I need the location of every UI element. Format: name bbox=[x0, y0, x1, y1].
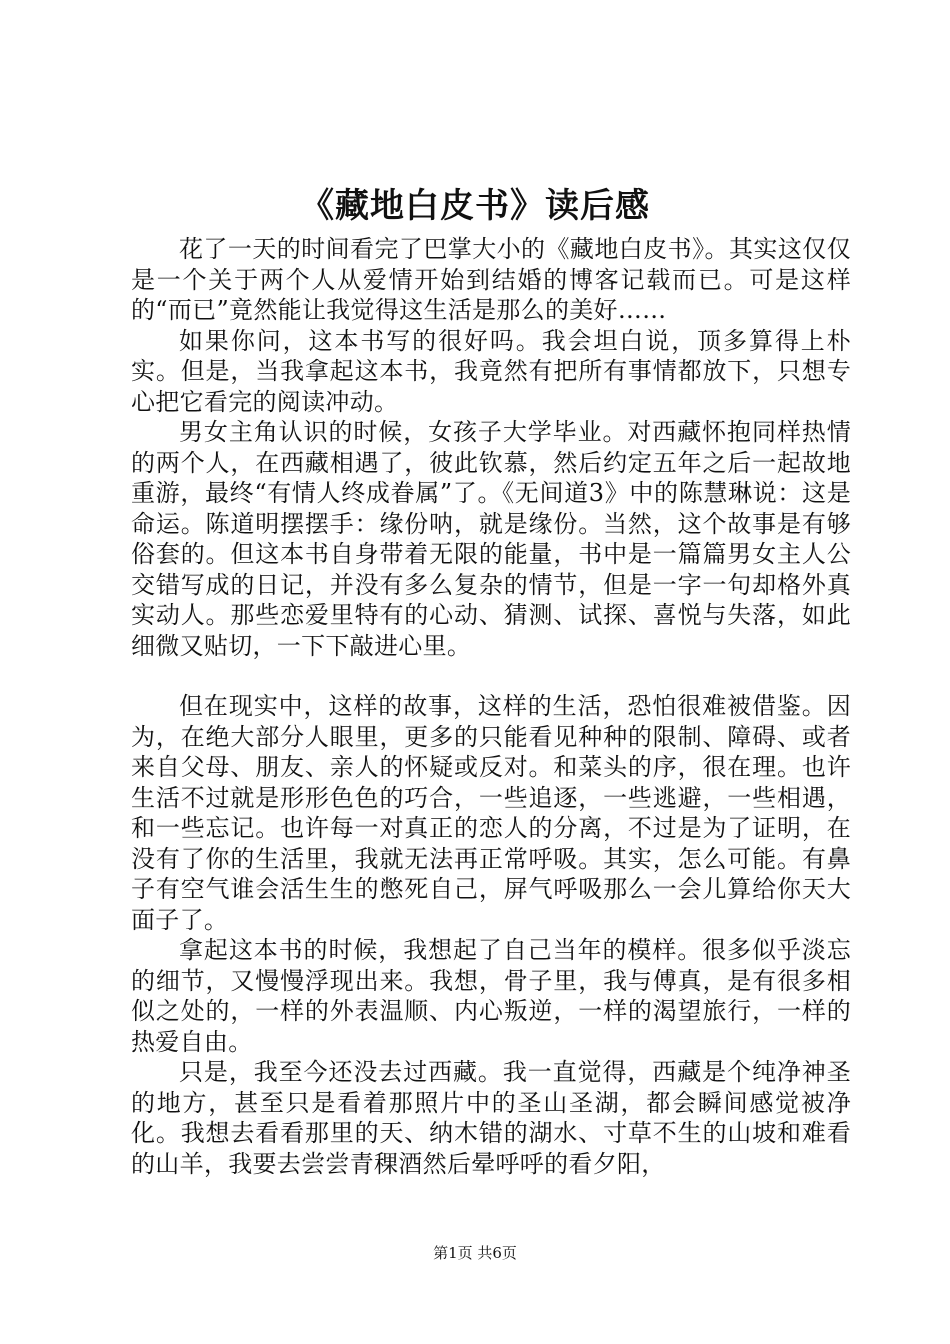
paragraph-4: 但在现实中，这样的故事，这样的生活，恐怕很难被借鉴。因为，在绝大部分人眼里，更多的只能看见种种的限制、障碍、或者来自父母、朋友、亲人的怀疑或反对。和菜头的序，很在理。也许生活不过就是形形色色的巧合，一些追逐，一些逃避，一些相遇，和一些忘记。也许每一对真正的恋人的分离，不过是为了证明，在没有了你的生活里，我就无法再正常呼吸。其实，怎么可能。有鼻子有空气谁会活生生的憋死自己，屏气呼吸那么一会儿算给你天大面子了。 bbox=[131, 692, 851, 934]
paragraph-1: 花了一天的时间看完了巴掌大小的《藏地白皮书》。其实这仅仅是一个关于两个人从爱情开始到结婚的博客记载而已。可是这样的“而已”竟然能让我觉得这生活是那么的美好…… bbox=[131, 235, 851, 324]
paragraph-3: 男女主角认识的时候，女孩子大学毕业。对西藏怀抱同样热情的两个人，在西藏相遇了，彼此钦慕，然后约定五年之后一起故地重游，最终“有情人终成眷属”了。《无间道3》中的陈慧琳说：这是命运。陈道明摆摆手：缘份呐，就是缘份。当然，这个故事是有够俗套的。但这本书自身带着无限的能量，书中是一篇篇男女主人公交错写成的日记，并没有多么复杂的情节，但是一字一句却格外真实动人。那些恋爱里特有的心动、猜测、试探、喜悦与失落，如此细微又贴切，一下下敲进心里。 bbox=[131, 418, 851, 660]
page-number-footer: 第1页 共6页 bbox=[433, 1244, 517, 1262]
document-body bbox=[131, 234, 851, 1179]
paragraph-2: 如果你问，这本书写的很好吗。我会坦白说，顶多算得上朴实。但是，当我拿起这本书，我竟然有把所有事情都放下，只想专心把它看完的阅读冲动。 bbox=[131, 326, 851, 416]
paragraph-5: 拿起这本书的时候，我想起了自己当年的模样。很多似乎淡忘的细节，又慢慢浮现出来。我想，骨子里，我与傅真，是有很多相似之处的，一样的外表温顺、内心叛逆，一样的渴望旅行，一样的热爱自由。 bbox=[131, 936, 851, 1056]
page-title: 《藏地白皮书》读后感 bbox=[300, 186, 650, 226]
paragraph-6: 只是，我至今还没去过西藏。我一直觉得，西藏是个纯净神圣的地方，甚至只是看着那照片中的圣山圣湖，都会瞬间感觉被净化。我想去看看那里的天、纳木错的湖水、寸草不生的山坡和难看的山羊，我要去尝尝青稞酒然后晕呼呼的看夕阳， bbox=[131, 1058, 851, 1178]
